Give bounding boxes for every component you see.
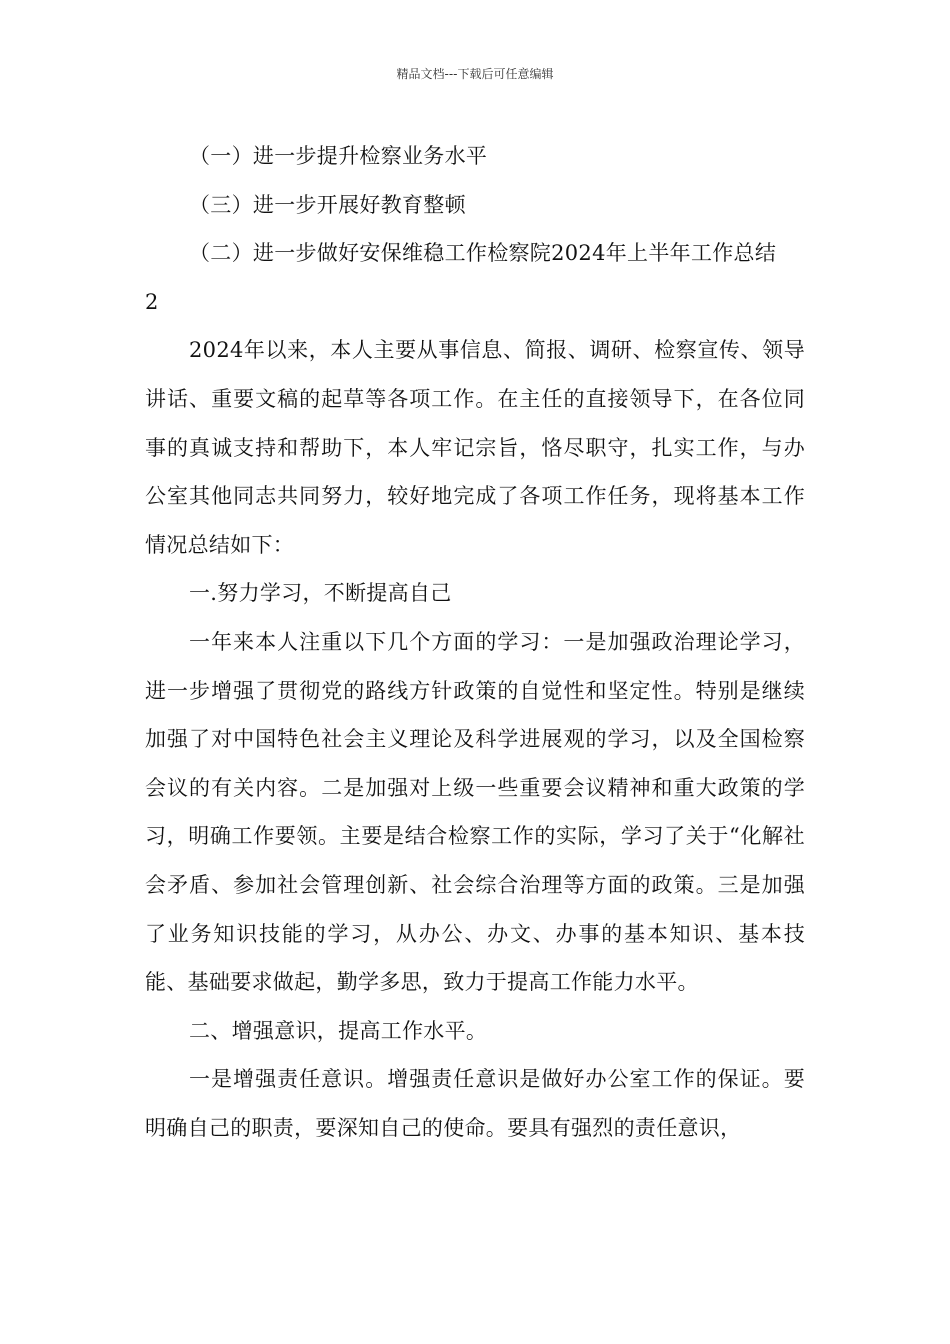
- subsection-heading-3: （三）进一步开展好教育整顿: [189, 192, 466, 217]
- document-body: [145, 132, 805, 1152]
- title-continuation: 2: [145, 289, 159, 314]
- subsection-heading-2-with-title: （二）进一步做好安保维稳工作检察院2024年上半年工作总结: [189, 241, 777, 266]
- subsection-heading-1: （一）进一步提升检察业务水平: [189, 144, 488, 168]
- section-heading-1: 一.努力学习，不断提高自己: [189, 581, 452, 606]
- responsibility-paragraph: 一是增强责任意识。增强责任意识是做好办公室工作的保证。要明确自己的职责，要深知自己的使命。要具有强烈的责任意识，: [145, 1067, 805, 1140]
- section-heading-2: 二、增强意识，提高工作水平。: [189, 1018, 488, 1043]
- intro-paragraph: 2024年以来，本人主要从事信息、简报、调研、检察宣传、领导讲话、重要文稿的起草等各项工作。在主任的直接领导下，在各位同事的真诚支持和帮助下，本人牢记宗旨，恪尽职守，扎实工作，与办公室其他同志共同努力，较好地完成了各项工作任务，现将基本工作情况总结如下：: [145, 338, 805, 557]
- study-paragraph: 一年来本人注重以下几个方面的学习：一是加强政治理论学习，进一步增强了贯彻党的路线方针政策的自觉性和坚定性。特别是继续加强了对中国特色社会主义理论及科学进展观的学习，以及全国检察会议的有关内容。二是加强对上级一些重要会议精神和重大政策的学习，明确工作要领。主要是结合检察工作的实际，学习了关于“化解社会矛盾、参加社会管理创新、社会综合治理等方面的政策。三是加强了业务知识技能的学习，从办公、办文、办事的基本知识、基本技能、基础要求做起，勤学多思，致力于提高工作能力水平。: [145, 629, 805, 995]
- page-header: 精品文档---下载后可任意编辑: [396, 67, 554, 81]
